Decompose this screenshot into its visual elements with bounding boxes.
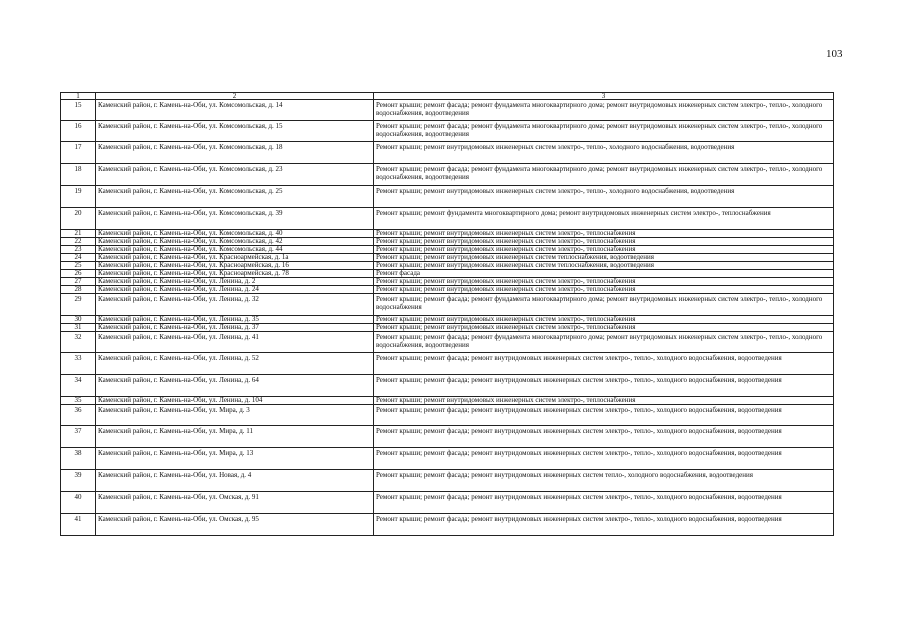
- row-works: Ремонт крыши; ремонт фасада; ремонт внутридомовых инженерных систем электро-, тепло-, холодного водоснабжения, водоотведения: [374, 426, 834, 448]
- table-row: [61, 470, 834, 492]
- row-number: 33: [61, 353, 96, 375]
- row-works: Ремонт крыши; ремонт фасада; ремонт фундамента многоквартирного дома; ремонт внутридомовых инженерных систем электро-, тепло-, холодного водоснабжения: [374, 294, 834, 316]
- table-row: [61, 353, 834, 375]
- row-address: Каменский район, г. Камень-на-Оби, ул. Ленина, д. 41: [96, 332, 374, 353]
- row-address: Каменский район, г. Камень-на-Оби, ул. Мира, д. 11: [96, 426, 374, 448]
- table-row: [61, 316, 834, 324]
- row-address: Каменский район, г. Камень-на-Оби, ул. Красноармейская, д. 16: [96, 262, 374, 270]
- row-address: Каменский район, г. Камень-на-Оби, ул. Комсомольская, д. 18: [96, 142, 374, 164]
- row-address: Каменский район, г. Камень-на-Оби, ул. Ленина, д. 37: [96, 324, 374, 332]
- row-works: Ремонт крыши; ремонт внутридомовых инженерных систем электро-, тепло-, холодного водоснабжения, водоотведения: [374, 142, 834, 164]
- row-works: Ремонт крыши; ремонт внутридомовых инженерных систем электро-, теплоснабжения: [374, 230, 834, 238]
- row-number: 41: [61, 514, 96, 536]
- row-address: Каменский район, г. Камень-на-Оби, ул. Ленина, д. 35: [96, 316, 374, 324]
- row-works: Ремонт крыши; ремонт внутридомовых инженерных систем электро-, тепло-, холодного водоснабжения, водоотведения: [374, 186, 834, 208]
- row-number: 25: [61, 262, 96, 270]
- row-number: 29: [61, 294, 96, 316]
- row-number: 40: [61, 492, 96, 514]
- row-number: 17: [61, 142, 96, 164]
- row-works: Ремонт крыши; ремонт фасада; ремонт фундамента многоквартирного дома; ремонт внутридомовых инженерных систем электро-, тепло-, холодного водоснабжения, водоотведения: [374, 100, 834, 121]
- row-number: 28: [61, 286, 96, 294]
- row-works: Ремонт крыши; ремонт фасада; ремонт внутридомовых инженерных систем электро-, тепло-, холодного водоснабжения, водоотведения: [374, 448, 834, 470]
- row-address: Каменский район, г. Камень-на-Оби, ул. Омская, д. 91: [96, 492, 374, 514]
- row-number: 22: [61, 238, 96, 246]
- row-works: Ремонт крыши; ремонт внутридомовых инженерных систем электро-, теплоснабжения: [374, 286, 834, 294]
- row-number: 27: [61, 278, 96, 286]
- table-row: [61, 492, 834, 514]
- row-number: 21: [61, 230, 96, 238]
- row-number: 19: [61, 186, 96, 208]
- table-row: [61, 230, 834, 238]
- header-col-address: 2: [96, 93, 374, 100]
- row-number: 31: [61, 324, 96, 332]
- row-address: Каменский район, г. Камень-на-Оби, ул. Ленина, д. 52: [96, 353, 374, 375]
- table-row: [61, 246, 834, 254]
- row-address: Каменский район, г. Камень-на-Оби, ул. Комсомольская, д. 44: [96, 246, 374, 254]
- row-address: Каменский район, г. Камень-на-Оби, ул. Ленина, д. 104: [96, 397, 374, 405]
- repair-table: [60, 92, 834, 536]
- row-works: Ремонт крыши; ремонт фасада; ремонт внутридомовых инженерных систем электро-, тепло-, холодного водоснабжения, водоотведения: [374, 353, 834, 375]
- row-works: Ремонт крыши; ремонт внутридомовых инженерных систем электро-, теплоснабжения: [374, 246, 834, 254]
- row-works: Ремонт крыши; ремонт внутридомовых инженерных систем теплоснабжения, водоотведения: [374, 254, 834, 262]
- row-address: Каменский район, г. Камень-на-Оби, ул. Комсомольская, д. 23: [96, 164, 374, 186]
- row-address: Каменский район, г. Камень-на-Оби, ул. Комсомольская, д. 39: [96, 208, 374, 230]
- row-address: Каменский район, г. Камень-на-Оби, ул. Ленина, д. 64: [96, 375, 374, 397]
- row-number: 36: [61, 405, 96, 426]
- row-works: Ремонт крыши; ремонт фасада; ремонт внутридомовых инженерных систем электро-, тепло-, холодного водоснабжения, водоотведения: [374, 375, 834, 397]
- row-number: 23: [61, 246, 96, 254]
- row-address: Каменский район, г. Камень-на-Оби, ул. Мира, д. 13: [96, 448, 374, 470]
- row-number: 39: [61, 470, 96, 492]
- header-row: [61, 93, 834, 100]
- row-address: Каменский район, г. Камень-на-Оби, ул. Красноармейская, д. 78: [96, 270, 374, 278]
- row-number: 24: [61, 254, 96, 262]
- row-works: Ремонт крыши; ремонт фундамента многоквартирного дома; ремонт внутридомовых инженерных систем электро-, теплоснабжения: [374, 208, 834, 230]
- table-row: [61, 286, 834, 294]
- table-row: [61, 238, 834, 246]
- table-row: [61, 405, 834, 426]
- row-address: Каменский район, г. Камень-на-Оби, ул. Комсомольская, д. 42: [96, 238, 374, 246]
- row-works: Ремонт крыши; ремонт фасада; ремонт фундамента многоквартирного дома; ремонт внутридомовых инженерных систем электро-, тепло-, холодного водоснабжения, водоотведения: [374, 332, 834, 353]
- table-row: [61, 397, 834, 405]
- row-number: 26: [61, 270, 96, 278]
- row-works: Ремонт крыши; ремонт внутридомовых инженерных систем электро-, теплоснабжения: [374, 324, 834, 332]
- row-works: Ремонт крыши; ремонт внутридомовых инженерных систем электро-, теплоснабжения: [374, 238, 834, 246]
- row-address: Каменский район, г. Камень-на-Оби, ул. Мира, д. 3: [96, 405, 374, 426]
- row-address: Каменский район, г. Камень-на-Оби, ул. Комсомольская, д. 25: [96, 186, 374, 208]
- row-address: Каменский район, г. Камень-на-Оби, ул. Новая, д. 4: [96, 470, 374, 492]
- table-row: [61, 262, 834, 270]
- table-row: [61, 332, 834, 353]
- header-col-number: 1: [61, 93, 96, 100]
- table-row: [61, 142, 834, 164]
- table-row: [61, 514, 834, 536]
- row-address: Каменский район, г. Камень-на-Оби, ул. Ленина, д. 24: [96, 286, 374, 294]
- row-address: Каменский район, г. Камень-на-Оби, ул. Ленина, д. 32: [96, 294, 374, 316]
- row-number: 32: [61, 332, 96, 353]
- row-number: 20: [61, 208, 96, 230]
- table-row: [61, 270, 834, 278]
- row-works: Ремонт крыши; ремонт внутридомовых инженерных систем электро-, теплоснабжения: [374, 316, 834, 324]
- table-row: [61, 208, 834, 230]
- row-works: Ремонт крыши; ремонт фасада; ремонт фундамента многоквартирного дома; ремонт внутридомовых инженерных систем электро-, тепло-, холодного водоснабжения, водоотведения: [374, 121, 834, 142]
- page-number: 103: [826, 48, 843, 60]
- table-row: [61, 121, 834, 142]
- row-works: Ремонт крыши; ремонт фасада; ремонт внутридомовых инженерных систем тепло-, холодного водоснабжения, водоотведения: [374, 470, 834, 492]
- table-row: [61, 448, 834, 470]
- row-works: Ремонт фасада: [374, 270, 834, 278]
- header-col-works: 3: [374, 93, 834, 100]
- row-number: 37: [61, 426, 96, 448]
- table-row: [61, 164, 834, 186]
- table-row: [61, 375, 834, 397]
- table-body: [61, 100, 834, 536]
- repair-table-container: [60, 92, 833, 536]
- row-address: Каменский район, г. Камень-на-Оби, ул. Комсомольская, д. 15: [96, 121, 374, 142]
- row-works: Ремонт крыши; ремонт фасада; ремонт внутридомовых инженерных систем электро-, тепло-, холодного водоснабжения, водоотведения: [374, 514, 834, 536]
- row-number: 35: [61, 397, 96, 405]
- row-address: Каменский район, г. Камень-на-Оби, ул. Комсомольская, д. 40: [96, 230, 374, 238]
- row-works: Ремонт крыши; ремонт внутридомовых инженерных систем теплоснабжения, водоотведения: [374, 262, 834, 270]
- table-row: [61, 294, 834, 316]
- row-works: Ремонт крыши; ремонт фасада; ремонт внутридомовых инженерных систем электро-, тепло-, холодного водоснабжения, водоотведения: [374, 405, 834, 426]
- row-number: 18: [61, 164, 96, 186]
- table-row: [61, 254, 834, 262]
- table-row: [61, 324, 834, 332]
- row-works: Ремонт крыши; ремонт фасада; ремонт фундамента многоквартирного дома; ремонт внутридомовых инженерных систем электро-, тепло-, холодного водоснабжения, водоотведения: [374, 164, 834, 186]
- row-address: Каменский район, г. Камень-на-Оби, ул. Ленина, д. 2: [96, 278, 374, 286]
- row-number: 15: [61, 100, 96, 121]
- table-row: [61, 426, 834, 448]
- row-address: Каменский район, г. Камень-на-Оби, ул. Комсомольская, д. 14: [96, 100, 374, 121]
- table-header: [61, 93, 834, 100]
- row-works: Ремонт крыши; ремонт внутридомовых инженерных систем электро-, теплоснабжения: [374, 397, 834, 405]
- table-row: [61, 100, 834, 121]
- row-works: Ремонт крыши; ремонт фасада; ремонт внутридомовых инженерных систем электро-, тепло-, холодного водоснабжения, водоотведения: [374, 492, 834, 514]
- row-number: 34: [61, 375, 96, 397]
- row-number: 30: [61, 316, 96, 324]
- row-address: Каменский район, г. Камень-на-Оби, ул. Омская, д. 95: [96, 514, 374, 536]
- row-number: 16: [61, 121, 96, 142]
- table-row: [61, 186, 834, 208]
- row-number: 38: [61, 448, 96, 470]
- row-address: Каменский район, г. Камень-на-Оби, ул. Красноармейская, д. 1а: [96, 254, 374, 262]
- table-row: [61, 278, 834, 286]
- row-works: Ремонт крыши; ремонт внутридомовых инженерных систем электро-, теплоснабжения: [374, 278, 834, 286]
